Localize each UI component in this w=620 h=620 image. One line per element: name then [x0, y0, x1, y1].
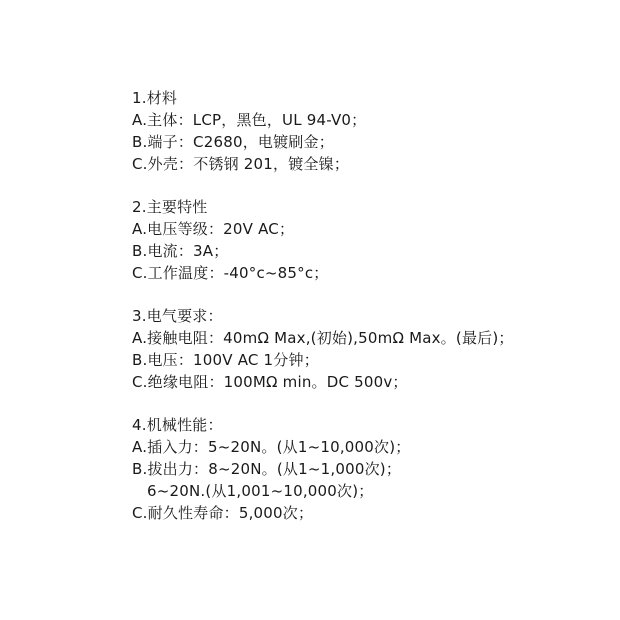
spec-line: A.主体：LCP，黑色，UL 94-V0； — [132, 111, 367, 129]
spec-line: B.拔出力：8~20N。(从1~1,000次)； — [132, 460, 402, 478]
section-electrical-requirements — [132, 305, 592, 393]
section-heading: 3.电气要求： — [132, 307, 223, 325]
spec-line: B.端子：C2680，电镀刷金； — [132, 133, 334, 151]
spec-line: C.耐久性寿命：5,000次； — [132, 504, 314, 522]
spec-line: C.工作温度：-40°c~85°c； — [132, 264, 329, 282]
section-mechanical-performance — [132, 414, 592, 524]
spec-document — [132, 87, 592, 524]
spec-line: B.电流：3A； — [132, 242, 229, 260]
spec-line: B.电压：100V AC 1分钟； — [132, 351, 319, 369]
section-main-characteristics — [132, 196, 592, 284]
spec-line-continuation: 6~20N.(从1,001~10,000次)； — [147, 482, 374, 500]
spec-line: A.插入力：5~20N。(从1~10,000次)； — [132, 438, 411, 456]
spec-line: A.电压等级：20V AC； — [132, 220, 295, 238]
section-heading: 4.机械性能： — [132, 416, 223, 434]
spec-line: A.接触电阻：40mΩ Max,(初始),50mΩ Max。(最后)； — [132, 329, 514, 347]
spec-line: C.外壳：不锈钢 201，镀全镍； — [132, 155, 350, 173]
section-materials — [132, 87, 592, 175]
spec-line: C.绝缘电阻：100MΩ min。DC 500v； — [132, 373, 408, 391]
section-heading: 1.材料 — [132, 89, 178, 107]
section-heading: 2.主要特性 — [132, 198, 208, 216]
